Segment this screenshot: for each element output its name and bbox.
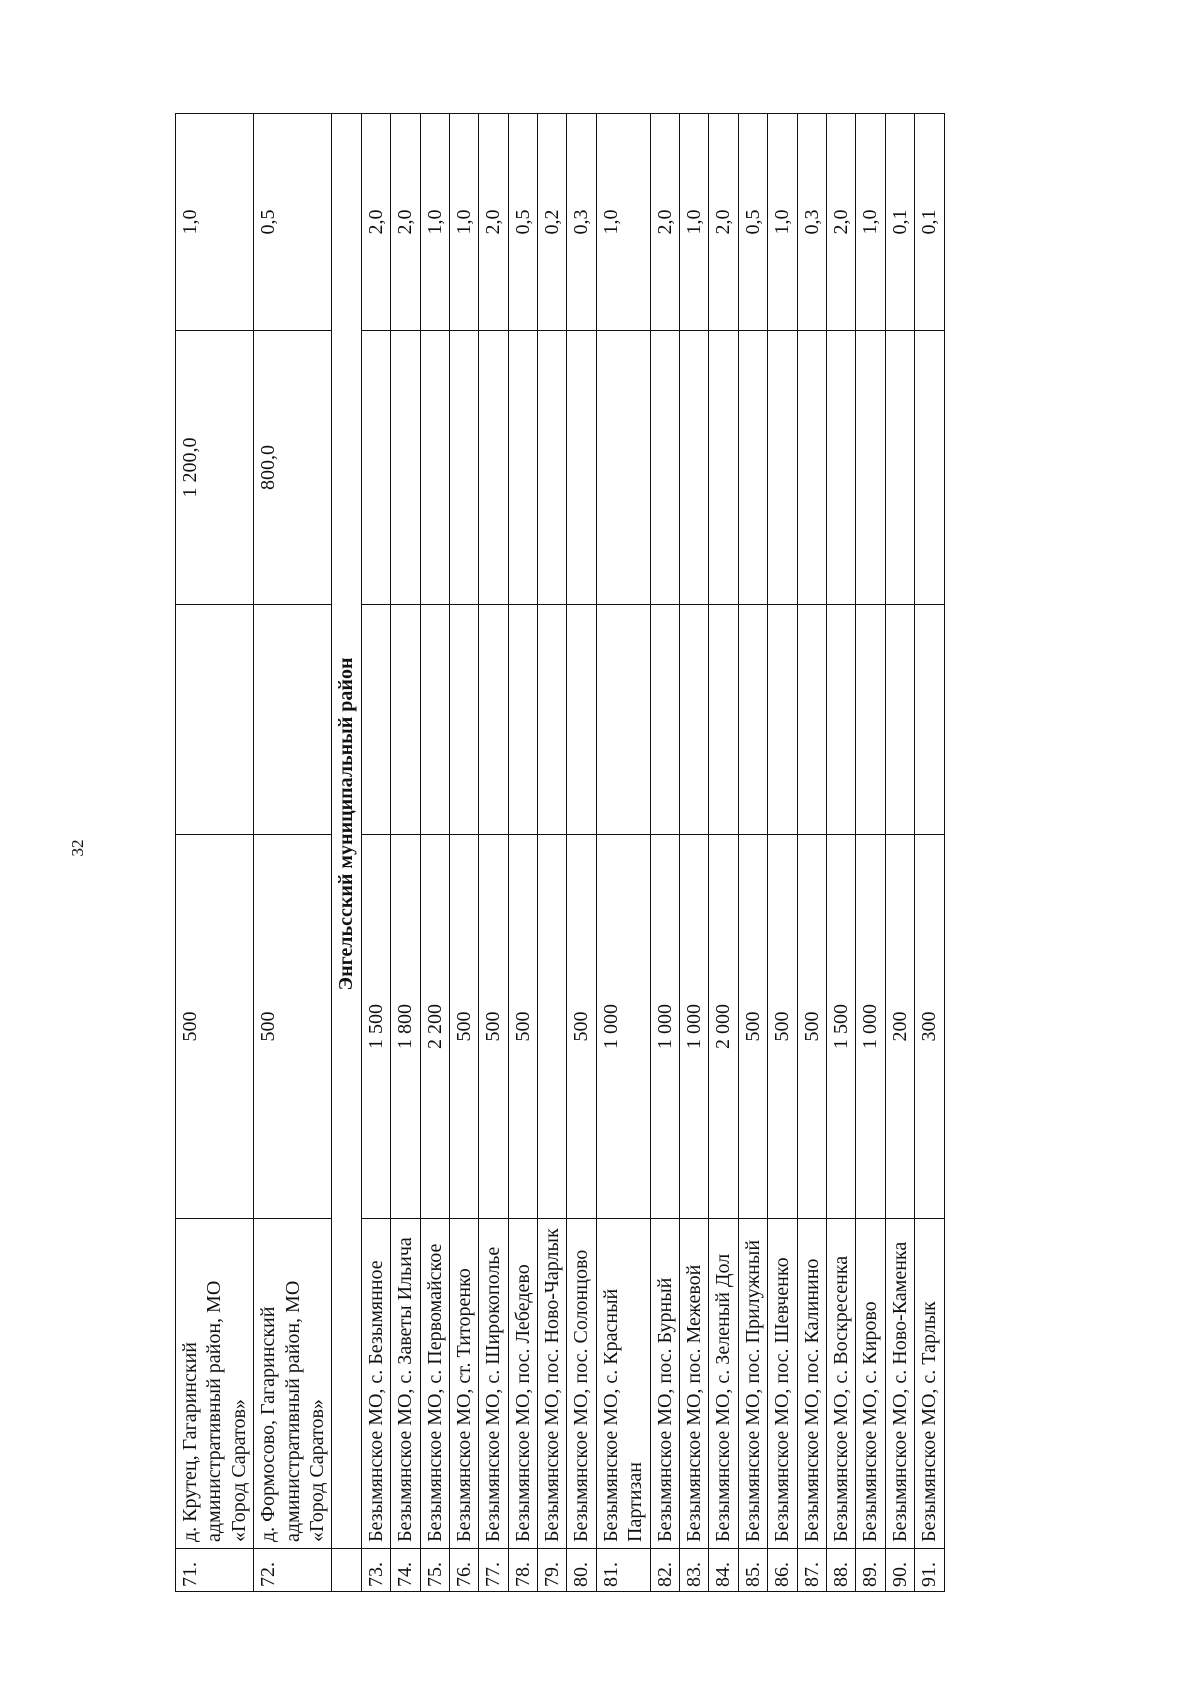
table-body (176, 114, 945, 1592)
cell-col4 (449, 605, 478, 835)
cell-col4 (797, 605, 826, 835)
table-row (449, 114, 478, 1592)
table-row (176, 114, 254, 1592)
cell-col4 (915, 605, 944, 835)
cell-col3: 500 (176, 835, 254, 1219)
cell-col6: 1,0 (768, 114, 797, 331)
cell-col6: 2,0 (479, 114, 508, 331)
settlement-name: Безымянское МО, пос. Прилужный (738, 1219, 767, 1549)
cell-col4 (479, 605, 508, 835)
row-number: 71. (176, 1549, 254, 1592)
settlement-name: Безымянское МО, с. Зеленый Дол (709, 1219, 738, 1549)
cell-col3: 2 000 (709, 835, 738, 1219)
settlement-name: Безымянское МО, пос. Межевой (680, 1219, 709, 1549)
cell-col3: 500 (738, 835, 767, 1219)
settlement-name: Безымянское МО, ст. Титоренко (449, 1219, 478, 1549)
settlement-name: Безымянское МО, пос. Калинино (797, 1219, 826, 1549)
region-title: Энгельсский муниципальный район (332, 114, 361, 1549)
cell-col3: 1 000 (680, 835, 709, 1219)
table-row (596, 114, 650, 1592)
table-row (768, 114, 797, 1592)
cell-col3: 500 (768, 835, 797, 1219)
cell-col4 (709, 605, 738, 835)
cell-col5 (680, 331, 709, 605)
cell-col4 (826, 605, 855, 835)
table-row (479, 114, 508, 1592)
settlement-name: Безымянское МО, с. Широкополье (479, 1219, 508, 1549)
cell-col4 (680, 605, 709, 835)
cell-col3: 1 000 (596, 835, 650, 1219)
row-number: 74. (391, 1549, 420, 1592)
table-row (391, 114, 420, 1592)
cell-col5 (538, 331, 567, 605)
table-row (650, 114, 679, 1592)
row-number: 87. (797, 1549, 826, 1592)
cell-col4 (420, 605, 449, 835)
row-number: 91. (915, 1549, 944, 1592)
settlement-name: Безымянское МО, с. Заветы Ильича (391, 1219, 420, 1549)
cell-col5 (738, 331, 767, 605)
settlement-name: Безымянское МО, пос. Солонцово (567, 1219, 596, 1549)
cell-col3: 500 (449, 835, 478, 1219)
cell-col4 (538, 605, 567, 835)
cell-col6: 1,0 (449, 114, 478, 331)
cell-col6: 0,2 (538, 114, 567, 331)
cell-col5 (567, 331, 596, 605)
cell-col6: 1,0 (856, 114, 885, 331)
settlement-name: Безымянское МО, с. Ново-Каменка (885, 1219, 914, 1549)
cell-col4 (361, 605, 390, 835)
cell-col6: 0,5 (254, 114, 332, 331)
table-row (915, 114, 944, 1592)
cell-col3: 2 200 (420, 835, 449, 1219)
cell-col5: 1 200,0 (176, 331, 254, 605)
cell-col6: 1,0 (680, 114, 709, 331)
table-row (738, 114, 767, 1592)
cell-col3: 1 000 (650, 835, 679, 1219)
cell-col3: 500 (567, 835, 596, 1219)
row-number: 73. (361, 1549, 390, 1592)
cell-col4 (596, 605, 650, 835)
settlement-name: Безымянское МО, с. Первомайское (420, 1219, 449, 1549)
cell-col5 (856, 331, 885, 605)
cell-col6: 1,0 (420, 114, 449, 331)
cell-col6: 1,0 (596, 114, 650, 331)
cell-col4 (567, 605, 596, 835)
table-row (856, 114, 885, 1592)
cell-col5 (797, 331, 826, 605)
cell-col5 (391, 331, 420, 605)
cell-col4 (738, 605, 767, 835)
cell-col5: 800,0 (254, 331, 332, 605)
region-header-blank (332, 1549, 361, 1592)
settlement-name: д. Крутец, Гагаринский административный район, МО «Город Саратов» (176, 1219, 254, 1549)
row-number: 76. (449, 1549, 478, 1592)
settlement-name: Безымянское МО, пос. Шевченко (768, 1219, 797, 1549)
row-number: 75. (420, 1549, 449, 1592)
settlement-name: Безымянское МО, с. Кирово (856, 1219, 885, 1549)
row-number: 80. (567, 1549, 596, 1592)
row-number: 85. (738, 1549, 767, 1592)
cell-col5 (915, 331, 944, 605)
cell-col6: 2,0 (361, 114, 390, 331)
cell-col4 (176, 605, 254, 835)
cell-col5 (508, 331, 537, 605)
table-row (567, 114, 596, 1592)
settlement-name: Безымянское МО, пос. Бурный (650, 1219, 679, 1549)
cell-col6: 0,5 (738, 114, 767, 331)
cell-col3: 500 (797, 835, 826, 1219)
cell-col6: 0,5 (508, 114, 537, 331)
cell-col6: 0,3 (797, 114, 826, 331)
table-row (538, 114, 567, 1592)
cell-col6: 2,0 (826, 114, 855, 331)
table-row (420, 114, 449, 1592)
settlement-name: Безымянское МО, с. Тарлык (915, 1219, 944, 1549)
cell-col5 (826, 331, 855, 605)
cell-col5 (596, 331, 650, 605)
row-number: 81. (596, 1549, 650, 1592)
cell-col4 (254, 605, 332, 835)
cell-col3: 200 (885, 835, 914, 1219)
cell-col5 (361, 331, 390, 605)
settlement-name: д. Формосово, Гагаринский административный район, МО «Город Саратов» (254, 1219, 332, 1549)
cell-col6: 0,1 (885, 114, 914, 331)
cell-col6: 2,0 (709, 114, 738, 331)
settlement-name: Безымянское МО, с. Воскресенка (826, 1219, 855, 1549)
table-row (885, 114, 914, 1592)
cell-col6: 0,3 (567, 114, 596, 331)
row-number: 89. (856, 1549, 885, 1592)
cell-col3: 500 (479, 835, 508, 1219)
cell-col3 (538, 835, 567, 1219)
row-number: 79. (538, 1549, 567, 1592)
table-row (254, 114, 332, 1592)
cell-col3: 300 (915, 835, 944, 1219)
cell-col5 (768, 331, 797, 605)
row-number: 86. (768, 1549, 797, 1592)
row-number: 83. (680, 1549, 709, 1592)
cell-col3: 1 500 (361, 835, 390, 1219)
row-number: 72. (254, 1549, 332, 1592)
rotated-table-container (175, 114, 1081, 1592)
cell-col4 (885, 605, 914, 835)
region-header-row (332, 114, 361, 1592)
settlement-name: Безымянское МО, пос. Ново-Чарлык (538, 1219, 567, 1549)
table-row (361, 114, 390, 1592)
table-row (709, 114, 738, 1592)
settlement-name: Безымянское МО, с. Безымянное (361, 1219, 390, 1549)
cell-col6: 2,0 (391, 114, 420, 331)
cell-col6: 0,1 (915, 114, 944, 331)
row-number: 82. (650, 1549, 679, 1592)
cell-col3: 1 800 (391, 835, 420, 1219)
cell-col6: 1,0 (176, 114, 254, 331)
cell-col5 (885, 331, 914, 605)
cell-col5 (449, 331, 478, 605)
table-row (680, 114, 709, 1592)
cell-col3: 500 (508, 835, 537, 1219)
row-number: 78. (508, 1549, 537, 1592)
cell-col5 (420, 331, 449, 605)
row-number: 84. (709, 1549, 738, 1592)
cell-col4 (650, 605, 679, 835)
table-row (508, 114, 537, 1592)
table-row (826, 114, 855, 1592)
cell-col3: 1 500 (826, 835, 855, 1219)
cell-col6: 2,0 (650, 114, 679, 331)
row-number: 77. (479, 1549, 508, 1592)
page-number: 32 (68, 839, 87, 857)
settlement-name: Безымянское МО, пос. Лебедево (508, 1219, 537, 1549)
cell-col5 (709, 331, 738, 605)
cell-col3: 1 000 (856, 835, 885, 1219)
cell-col4 (856, 605, 885, 835)
table-row (797, 114, 826, 1592)
row-number: 90. (885, 1549, 914, 1592)
row-number: 88. (826, 1549, 855, 1592)
cell-col4 (508, 605, 537, 835)
cell-col5 (479, 331, 508, 605)
settlement-name: Безымянское МО, с. Красный Партизан (596, 1219, 650, 1549)
cell-col5 (650, 331, 679, 605)
cell-col3: 500 (254, 835, 332, 1219)
cell-col4 (768, 605, 797, 835)
cell-col4 (391, 605, 420, 835)
settlements-table (175, 113, 945, 1592)
